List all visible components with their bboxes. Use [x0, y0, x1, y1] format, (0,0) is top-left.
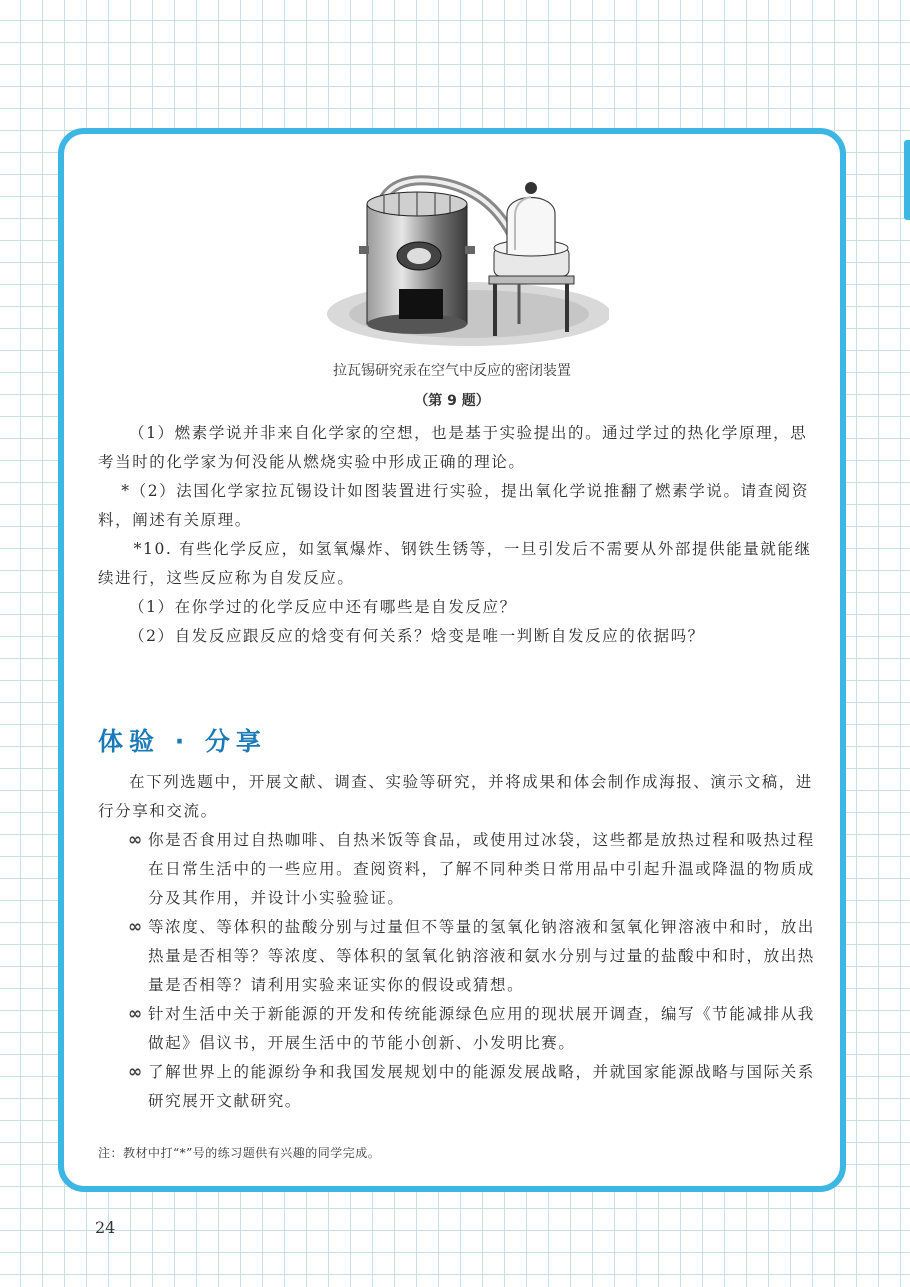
figure-caption: 拉瓦锡研究汞在空气中反应的密闭装置 [333, 363, 571, 379]
infinity-bullet-icon: ∞ [128, 830, 143, 850]
infinity-bullet-icon: ∞ [128, 917, 143, 937]
lavoisier-apparatus-illustration [319, 164, 609, 354]
question-paragraph: *（2）法国化学家拉瓦锡设计如图装置进行实验，提出氧化学说推翻了燃素学说。请查阅资料，阐述有关原理。 [98, 482, 809, 529]
question-paragraph: （2）自发反应跟反应的焓变有何关系？焓变是唯一判断自发反应的依据吗？ [129, 627, 705, 645]
topic-item: ∞ 你是否食用过自热咖啡、自热米饭等食品，或使用过冰袋，这些都是放热过程和吸热过程在日常生活中的一些应用。查阅资料，了解不同种类日常用品中引起升温或降温的物质成分及其作用，并设计小实验验证。 [98, 826, 820, 913]
infinity-bullet-icon: ∞ [128, 1004, 143, 1024]
topic-item: ∞ 了解世界上的能源纷争和我国发展规划中的能源发展战略，并就国家能源战略与国际关系研究展开文献研究。 [98, 1058, 820, 1116]
section-body [98, 768, 820, 1116]
questions-block [98, 419, 820, 651]
topic-item: ∞ 等浓度、等体积的盐酸分别与过量但不等量的氢氧化钠溶液和氢氧化钾溶液中和时，放出热量是否相等？等浓度、等体积的氢氧化钠溶液和氨水分别与过量的盐酸中和时，放出热量是否相等？请利用实验来证实你的假设或猜想。 [98, 913, 820, 1000]
content-card [58, 128, 846, 1192]
page-edge-tab [904, 140, 910, 220]
page-number: 24 [95, 1218, 116, 1237]
question-paragraph: （1）燃素学说并非来自化学家的空想，也是基于实验提出的。通过学过的热化学原理，思考当时的化学家为何没能从燃烧实验中形成正确的理论。 [98, 424, 808, 471]
question-paragraph: *10. 有些化学反应，如氢氧爆炸、钢铁生锈等，一旦引发后不需要从外部提供能量就能继续进行，这些反应称为自发反应。 [98, 540, 812, 587]
infinity-bullet-icon: ∞ [128, 1062, 143, 1082]
topic-item: ∞ 针对生活中关于新能源的开发和传统能源绿色应用的现状展开调查，编写《节能减排从我做起》倡议书，开展生活中的节能小创新、小发明比赛。 [98, 1000, 820, 1058]
figure-label: （第 9 题） [414, 393, 490, 409]
section-intro: 在下列选题中，开展文献、调查、实验等研究，并将成果和体会制作成海报、演示文稿，进行分享和交流。 [98, 773, 814, 820]
section-title: 体验 · 分享 [98, 727, 267, 756]
question-paragraph: （1）在你学过的化学反应中还有哪些是自发反应？ [129, 598, 517, 616]
footnote: 注：教材中打“*”号的练习题供有兴趣的同学完成。 [98, 1146, 381, 1160]
